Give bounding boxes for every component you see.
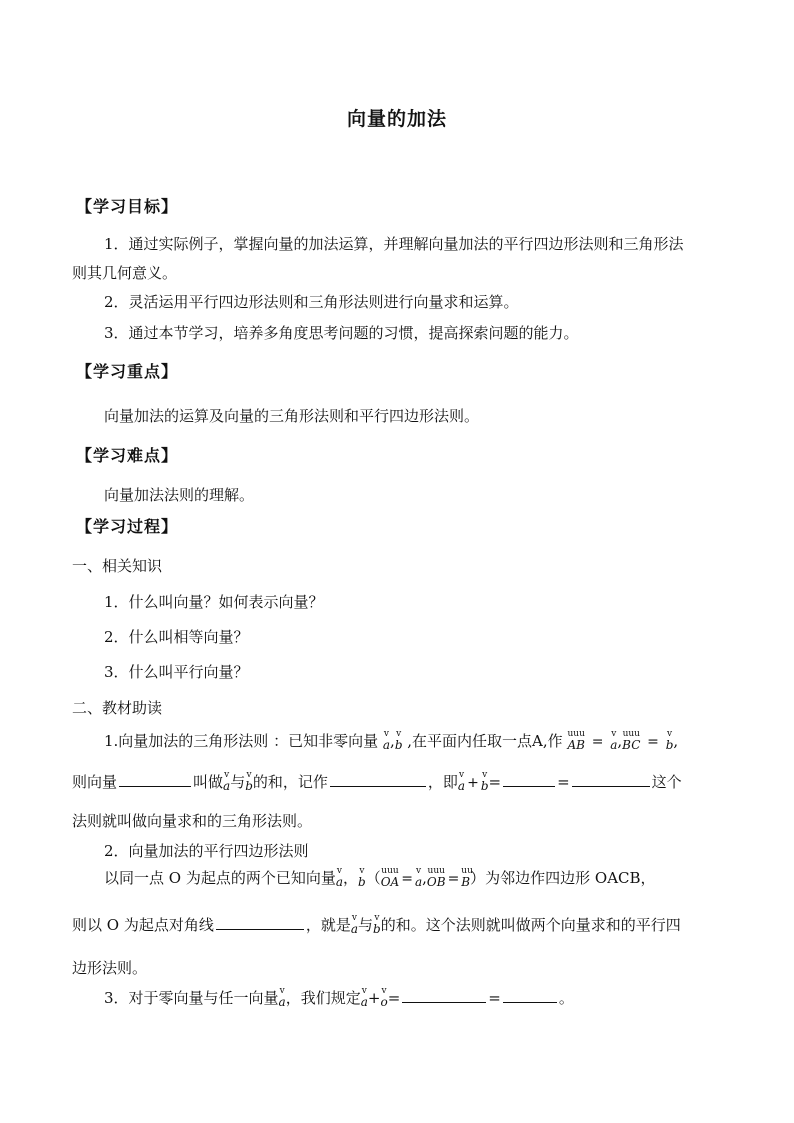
part1-item-2: 2．什么叫相等向量？ — [104, 628, 249, 646]
vector-a: v a — [360, 986, 368, 1009]
parallelogram-rule-line-2: 则以 O 为起点对角线 ，就是 v a与 v b的和。这个法则就叫做两个向量求和的平行四 — [72, 913, 681, 936]
goal-line-2: 2．灵活运用平行四边形法则和三角形法则进行向量求和运算。 — [104, 293, 519, 311]
part1-heading: 一、相关知识 — [72, 557, 163, 575]
blank-diagonal[interactable] — [216, 913, 304, 930]
blank-sum-vector[interactable] — [119, 770, 191, 787]
blank-zero-sum-1[interactable] — [402, 986, 486, 1003]
goals-heading: 【学习目标】 — [76, 197, 179, 216]
zero-vector-line: 3．对于零向量与任一向量 v a，我们规定 v a+ v o= = 。 — [104, 986, 574, 1009]
vector-OB: uuu OB — [426, 866, 446, 889]
blank-equals-1[interactable] — [503, 770, 555, 787]
vector-BC: uuu BC — [622, 729, 641, 752]
page-title: 向量的加法 — [346, 108, 447, 130]
part2-heading: 二、教材助读 — [72, 699, 163, 717]
difficulty-heading: 【学习难点】 — [76, 446, 179, 465]
vector-b: v b — [245, 770, 253, 793]
goal-line-3: 3．通过本节学习，培养多角度思考问题的习惯，提高探索问题的能力。 — [104, 324, 579, 342]
part1-item-3: 3．什么叫平行向量？ — [104, 663, 249, 681]
vector-a: v a — [414, 866, 423, 889]
vector-AB: uuu AB — [567, 729, 585, 752]
vector-b: v b — [394, 729, 403, 752]
key-text: 向量加法的运算及向量的三角形法则和平行四边形法则。 — [104, 407, 480, 425]
goal-line-1: 1．通过实际例子，掌握向量的加法运算，并理解向量加法的平行四边形法则和三角形法 — [104, 235, 684, 253]
process-heading: 【学习过程】 — [76, 517, 179, 536]
part1-item-1: 1．什么叫向量？如何表示向量？ — [104, 593, 324, 611]
blank-equals-2[interactable] — [572, 770, 650, 787]
vector-b: v b — [480, 770, 489, 793]
vector-a: v a — [335, 866, 343, 889]
vector-a: v a — [223, 770, 231, 793]
vector-a: v a — [278, 986, 286, 1009]
triangle-rule-line-1: 1.向量加法的三角形法则 ：已知非零向量 v a, v b ,在平面内任取一点A,作 uuu AB = v a, uuu BC = v b, — [104, 729, 679, 752]
goal-line-1-cont: 则其几何意义。 — [72, 264, 178, 282]
blank-zero-sum-2[interactable] — [503, 986, 557, 1003]
vector-zero: v o — [380, 986, 388, 1009]
vector-b: v b — [373, 913, 381, 936]
vector-b: v b — [358, 866, 366, 889]
key-heading: 【学习重点】 — [76, 362, 179, 381]
vector-a: v a — [350, 913, 359, 936]
triangle-rule-line-3: 法则就叫做向量求和的三角形法则。 — [72, 812, 313, 830]
parallelogram-rule-line-3: 边形法则。 — [72, 959, 148, 977]
vector-a: v a — [382, 729, 391, 752]
vector-b: v b — [665, 729, 674, 752]
triangle-rule-line-2: 则向量 叫做 v a与 v b的和，记作 ，即 v a + v b= = 这个 — [72, 770, 682, 793]
blank-notation[interactable] — [330, 770, 426, 787]
vector-a: v a — [457, 770, 466, 793]
vector-B: uu B — [461, 866, 473, 889]
vector-OA: uuu OA — [380, 866, 400, 889]
parallelogram-rule-line-1: 以同一点 O 为起点的两个已知向量 v a， v b（ uuu OA = v a, uuu OB = uu B）为邻边作四边形 OACB， — [104, 866, 656, 889]
vector-a: v a — [610, 729, 618, 752]
difficulty-text: 向量加法法则的理解。 — [104, 486, 255, 504]
parallelogram-rule-heading: 2．向量加法的平行四边形法则 — [104, 842, 309, 860]
